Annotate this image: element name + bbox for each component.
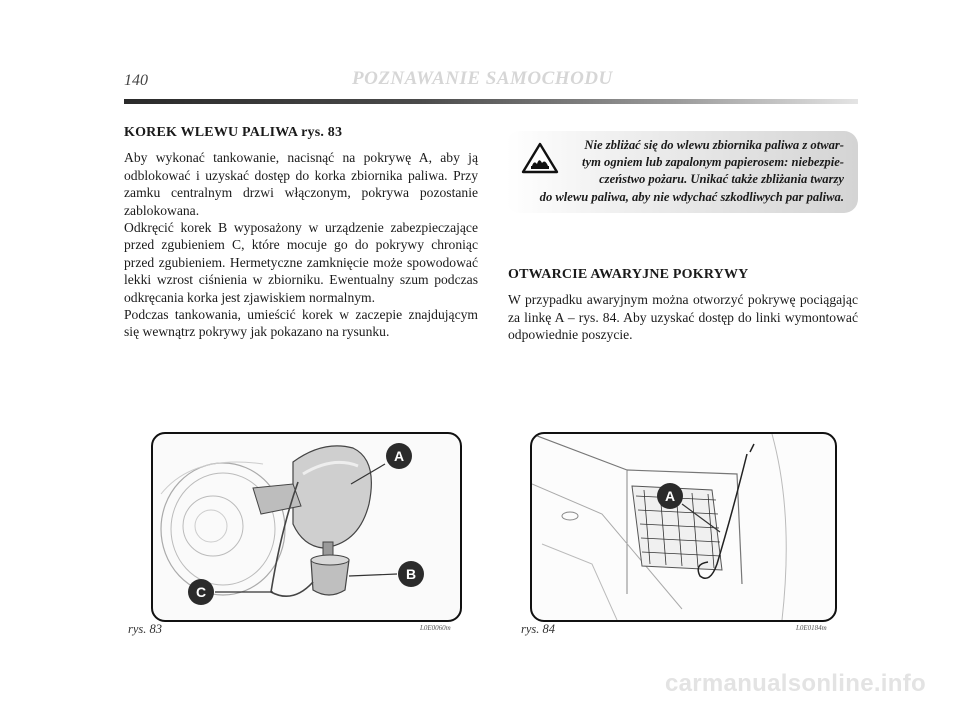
figure-84-caption: rys. 84 [521,622,556,636]
fuel-cap-illustration [153,434,460,620]
paragraph: Aby wykonać tankowanie, nacisnąć na pokrywę A, aby ją odblokować i uzyskać dostęp do korka zbiornika paliwa. Przy zamku centralnym drzwi włączonym, pokrywa pozostanie zablokowana. [124,150,478,218]
warning-line: tym ogniem lub zapalonym papierosem: niebezpie- [581,155,844,170]
callout-a: A [393,448,405,464]
callout-a: A [664,488,676,504]
warning-text [512,137,844,206]
paragraph: W przypadku awaryjnym można otworzyć pokrywę pociągając za linkę A – rys. 84. Aby uzyskać dostęp do linki wymontować odpowiednie poszycie. [508,292,858,343]
left-column [124,124,478,341]
figure-83-fuel-cap [151,432,462,622]
header-divider [124,99,858,104]
paragraph: Odkręcić korek B wyposażony w urządzenie zabezpieczające przed zgubieniem C, które mocuje go do pokrywy chroniąc przed zgubieniem. Hermetyczne zamknięcie może spowodować lekki wzrost ciśnienia w zbiorniku. Ewentualny szum podczas odkręcania korka jest zjawiskiem normalnym. [124,220,478,305]
warning-line: Nie zbliżać się do wlewu zbiornika paliwa z otwar- [584,138,844,152]
fuel-cap-heading: KOREK WLEWU PALIWA rys. 83 [124,125,343,140]
callout-b: B [405,566,417,582]
figure-83-caption: rys. 83 [128,622,163,636]
figure-83-code: L0E0060m [420,624,451,632]
section-title: POZNAWANIE SAMOCHODU [352,68,613,89]
paragraph: Podczas tankowania, umieścić korek w zaczepie znajdującym się wewnątrz pokrywy jak pokazano na rysunku. [124,307,478,340]
warning-line: czeństwo pożaru. Unikać także zbliżania twarzy [599,172,844,187]
trunk-cable-illustration [532,434,835,620]
figure-84-emergency-cable [530,432,837,622]
emergency-opening-heading: OTWARCIE AWARYJNE POKRYWY [508,267,749,282]
figure-84-code: L0E0184m [796,624,827,632]
page-number: 140 [124,72,148,89]
callout-c: C [195,584,207,600]
right-column [508,266,858,344]
warning-box [506,131,858,213]
warning-line: do wlewu paliwa, aby nie wdychać szkodliwych par paliwa. [539,189,844,204]
watermark: carmanualsonline.info [664,670,926,697]
